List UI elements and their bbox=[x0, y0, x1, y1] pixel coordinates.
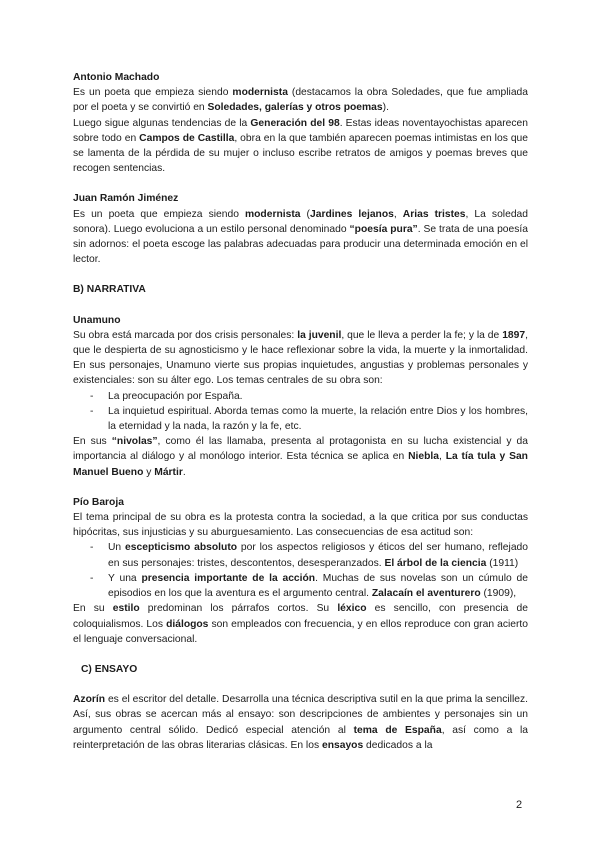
ensayo-section-title: C) ENSAYO bbox=[81, 663, 138, 675]
text-run: Su obra está marcada por dos crisis personales: bbox=[73, 329, 298, 341]
text-run: . Muchas de sus novelas son un cúmulo de episodios en los que la aventura es el argumento central. bbox=[108, 572, 528, 600]
text-run: , obra en la que también aparecen poemas intimistas en los que se lamenta de la pérdida de su mujer o incluso escribe retratos de amigos y poemas breves que recogen sentencias. bbox=[73, 132, 528, 175]
text-run: , La soledad sonora). Luego evoluciona a un estilo personal denominado bbox=[73, 208, 528, 235]
bold-run: Azorín bbox=[73, 694, 106, 706]
page-number: 2 bbox=[516, 799, 523, 811]
bold-run: Mártir bbox=[154, 466, 183, 478]
bold-run: Arias tristes bbox=[402, 208, 466, 220]
text-run: (1909), bbox=[480, 588, 517, 600]
list-item bbox=[73, 389, 528, 404]
text-run: La inquietud espiritual. Aborda temas como la muerte, la relación entre Dios y los hombres, la eternidad y la nada, la razón y la fe, etc. bbox=[108, 405, 528, 433]
text-run: ( bbox=[300, 208, 310, 220]
text-run: (destacamos la obra Soledades, que fue ampliada por el poeta y se convirtió en bbox=[73, 87, 528, 114]
bold-run: Jardines lejanos bbox=[309, 208, 394, 220]
text-run: , así como a la reinterpretación de las obras literarias clásicas. En los bbox=[73, 724, 529, 751]
text-run: Es un poeta que empieza siendo bbox=[73, 208, 245, 220]
list-item bbox=[73, 571, 528, 601]
bold-run: escepticismo absoluto bbox=[125, 542, 238, 554]
text-run: (1911) bbox=[486, 557, 519, 569]
text-run: dedicados a la bbox=[363, 739, 433, 751]
text-run: es el escritor del detalle. Desarrolla una técnica descriptiva sutil en la que prima la sencillez. Así, sus obras se acercan más al ensayo: son descripciones de ambientes y personajes sin un argumento central sólido. Dedicó especial atención al bbox=[73, 694, 528, 736]
bold-run: estilo bbox=[112, 603, 140, 615]
text-run: , bbox=[438, 451, 446, 463]
unamuno-theme-list bbox=[73, 389, 528, 435]
bold-run: La tía tula y San Manuel Bueno bbox=[73, 451, 528, 478]
bold-run: Soledades, galerías y otros poemas bbox=[207, 102, 383, 114]
bold-run: ensayos bbox=[321, 739, 364, 751]
baroja-heading: Pío Baroja bbox=[73, 496, 124, 508]
text-run: predominan los párrafos cortos. Su bbox=[139, 603, 338, 615]
text-run: son empleados con frecuencia, y en ellos reproduce con gran acierto el lenguaje conversacional. bbox=[73, 618, 529, 645]
narrativa-section-title: B) NARRATIVA bbox=[73, 284, 146, 296]
text-run: por los aspectos religiosos y éticos del ser humano, reflejado en sus personajes: tristes, descontentos, desesperanzados. bbox=[108, 542, 529, 569]
text-run: El tema principal de su obra es la protesta contra la sociedad, a la que critica por sus conductas hipócritas, sus injusticias y su aburguesamiento. Las consecuencias de esa actitud son: bbox=[73, 512, 528, 539]
list-item bbox=[73, 540, 528, 570]
text-run: y bbox=[143, 466, 155, 478]
list-item bbox=[73, 404, 528, 434]
bold-run: El árbol de la ciencia bbox=[384, 557, 487, 569]
bold-run: diálogos bbox=[166, 618, 209, 630]
text-run: . Estas ideas noventayochistas aparecen sobre todo en bbox=[73, 117, 528, 144]
machado-heading: Antonio Machado bbox=[73, 72, 160, 83]
text-run: ). bbox=[382, 102, 389, 114]
text-run: Y una bbox=[108, 572, 142, 584]
baroja-consequence-list bbox=[73, 540, 528, 601]
bold-run: presencia importante de la acción bbox=[141, 572, 316, 584]
document-page bbox=[73, 70, 528, 753]
bold-run: 1897 bbox=[502, 329, 526, 341]
bold-run: tema de España bbox=[353, 724, 442, 736]
text-run: En su bbox=[73, 603, 113, 615]
text-run: . Se trata de una poesía sin adornos: el poeta escoge las palabras adecuadas para producir una determinada emoción en el lector. bbox=[73, 223, 528, 266]
text-run: , que le lleva a perder la fe; y la de bbox=[341, 329, 503, 341]
bold-run: léxico bbox=[337, 603, 367, 615]
ensayo-paragraph-1 bbox=[73, 692, 528, 753]
baroja-paragraph-2 bbox=[73, 601, 528, 647]
text-run: , como él las llamaba, presenta al protagonista en su lucha existencial y da importancia al diálogo y al monólogo interior. Esta técnica se aplica en bbox=[73, 436, 528, 463]
baroja-paragraph-1 bbox=[73, 510, 528, 540]
bold-run: modernista bbox=[244, 208, 301, 220]
machado-paragraph-1 bbox=[73, 85, 528, 115]
unamuno-paragraph-1 bbox=[73, 328, 528, 389]
text-run: Un bbox=[108, 542, 126, 554]
jimenez-paragraph-1 bbox=[73, 207, 528, 268]
bold-run: “poesía pura” bbox=[349, 223, 418, 235]
bold-run: la juvenil bbox=[297, 329, 342, 341]
unamuno-paragraph-2 bbox=[73, 434, 528, 480]
text-run: es sencillo, con presencia de coloquialismos. Los bbox=[73, 603, 528, 630]
text-run: La preocupación por España. bbox=[108, 390, 243, 402]
text-run: Luego sigue algunas tendencias de la bbox=[73, 117, 251, 129]
text-run: . bbox=[182, 466, 186, 478]
bold-run: modernista bbox=[232, 87, 288, 99]
unamuno-heading: Unamuno bbox=[73, 314, 121, 326]
text-run: Es un poeta que empieza siendo bbox=[73, 87, 233, 99]
bold-run: Generación del 98 bbox=[250, 117, 340, 129]
bold-run: “nivolas” bbox=[111, 436, 158, 448]
text-run: , bbox=[393, 208, 403, 220]
jimenez-heading: Juan Ramón Jiménez bbox=[73, 193, 179, 205]
bold-run: Campos de Castilla bbox=[139, 132, 235, 144]
bold-run: Niebla bbox=[408, 451, 439, 463]
text-run: En sus bbox=[73, 436, 112, 448]
text-run: , que le despierta de su agnosticismo y le hace reflexionar sobre la vida, la muerte y la inmortalidad. En sus personajes, Unamuno vierte sus propias inquietudes, angustias y problemas personales y existenciales: son su álter ego. Los temas centrales de su obra son: bbox=[73, 329, 528, 387]
machado-paragraph-2 bbox=[73, 116, 528, 177]
bold-run: Zalacaín el aventurero bbox=[371, 588, 481, 600]
